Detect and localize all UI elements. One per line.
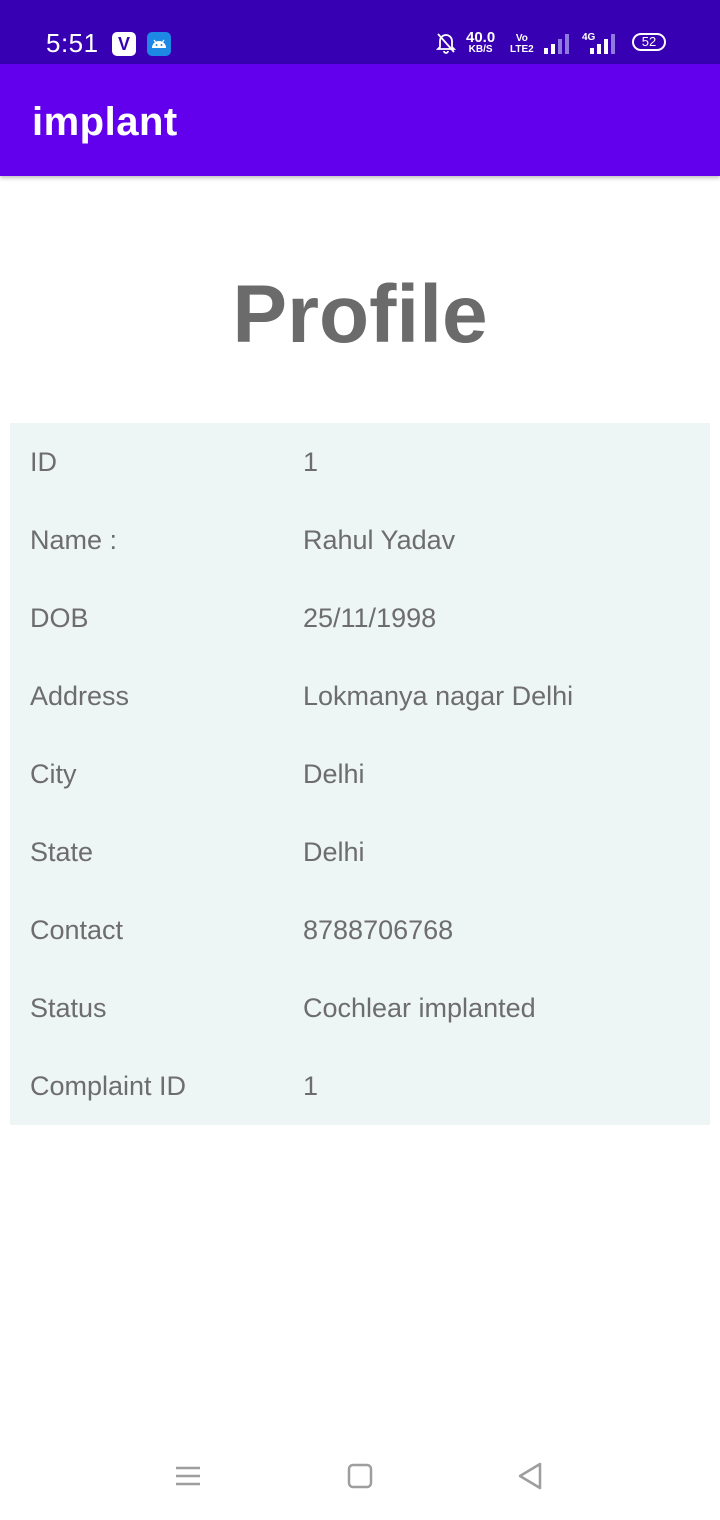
state-label: State bbox=[30, 837, 94, 867]
profile-row-status bbox=[10, 969, 710, 1047]
battery-icon bbox=[632, 33, 666, 51]
status-bar bbox=[0, 0, 720, 64]
battery-level: 52 bbox=[632, 33, 666, 51]
mute-bell-icon bbox=[436, 32, 456, 59]
id-label: ID bbox=[30, 447, 57, 477]
vpn-notification-icon: V bbox=[112, 32, 136, 56]
page-title: Profile bbox=[232, 269, 488, 360]
back-nav-button[interactable] bbox=[512, 1460, 548, 1492]
home-square-icon bbox=[342, 1460, 378, 1492]
menu-nav-button[interactable] bbox=[170, 1460, 206, 1492]
profile-row-state bbox=[10, 813, 710, 891]
profile-row-complaint-id bbox=[10, 1047, 710, 1125]
profile-card bbox=[10, 423, 710, 1125]
contact-label: Contact bbox=[30, 915, 124, 945]
name-label: Name : bbox=[30, 525, 118, 555]
profile-row-contact bbox=[10, 891, 710, 969]
profile-row-address bbox=[10, 657, 710, 735]
complaint-id-label: Complaint ID bbox=[30, 1071, 187, 1101]
system-nav-bar bbox=[0, 1430, 720, 1520]
back-triangle-icon bbox=[512, 1460, 548, 1492]
profile-row-name bbox=[10, 501, 710, 579]
home-nav-button[interactable] bbox=[342, 1460, 378, 1492]
profile-row-id bbox=[10, 423, 710, 501]
signal-icon-sim1 bbox=[544, 34, 570, 59]
address-label: Address bbox=[30, 681, 130, 711]
status-icons bbox=[436, 30, 676, 58]
name-value: Rahul Yadav bbox=[303, 525, 456, 555]
app-title: implant bbox=[32, 100, 178, 144]
volte-indicator: Vo LTE2 bbox=[510, 33, 534, 55]
city-value: Delhi bbox=[303, 759, 365, 789]
id-value: 1 bbox=[303, 447, 319, 477]
network-speed: 40.0 KB/S bbox=[466, 29, 496, 55]
status-time: 5:51 bbox=[46, 28, 99, 58]
profile-row-city bbox=[10, 735, 710, 813]
state-value: Delhi bbox=[303, 837, 365, 867]
profile-row-dob bbox=[10, 579, 710, 657]
menu-icon bbox=[170, 1460, 206, 1492]
contact-value: 8788706768 bbox=[303, 915, 454, 945]
status-label: Status bbox=[30, 993, 107, 1023]
app-bar bbox=[0, 64, 720, 176]
city-label: City bbox=[30, 759, 77, 789]
complaint-id-value: 1 bbox=[303, 1071, 319, 1101]
network-type-label: 4G bbox=[582, 32, 596, 43]
status-value: Cochlear implanted bbox=[303, 993, 536, 1023]
signal-icon-4g bbox=[580, 30, 618, 59]
address-value: Lokmanya nagar Delhi bbox=[303, 681, 574, 711]
android-notification-icon bbox=[147, 32, 171, 56]
dob-value: 25/11/1998 bbox=[303, 603, 437, 633]
dob-label: DOB bbox=[30, 603, 89, 633]
